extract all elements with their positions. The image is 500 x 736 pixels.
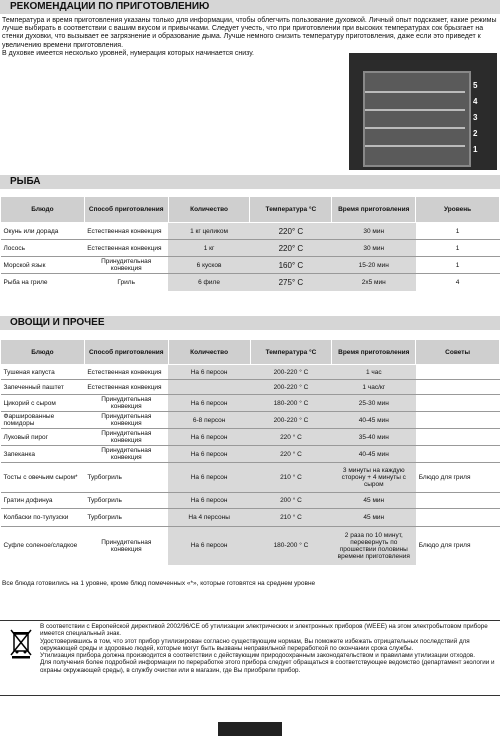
fish-table: [0, 196, 500, 291]
table-cell: Тушеная капуста: [1, 365, 85, 380]
table-row: [1, 223, 500, 240]
table-cell: Турбогриль: [84, 463, 168, 493]
table-cell: Гриль: [84, 274, 168, 291]
veg-section-title: ОВОЩИ И ПРОЧЕЕ: [10, 317, 105, 328]
table-row: [1, 380, 500, 395]
oven-cavity: [363, 71, 471, 167]
table-row: [1, 463, 500, 493]
crossed-bin-icon: [10, 629, 32, 659]
table-cell: 275° C: [250, 274, 332, 291]
table-cell: [416, 365, 500, 380]
table-cell: 200-220 ° C: [250, 365, 332, 380]
table-cell: Принудительная конвекция: [84, 257, 168, 274]
table-cell: [416, 509, 500, 527]
table-cell: Принудительная конвекция: [84, 429, 168, 446]
intro-text: [2, 17, 498, 58]
table-cell: 15-20 мин: [332, 257, 416, 274]
table-row: [1, 509, 500, 527]
oven-level-label: 2: [473, 129, 478, 138]
table-cell: Гратин дофинуа: [1, 493, 85, 509]
table-header: Время приготовления: [332, 340, 416, 365]
oven-rack: [365, 91, 465, 93]
table-header: Температура °С: [250, 340, 332, 365]
weee-line: Для получения более подробной информации по переработке этого прибора следует обращаться в соответствующее ведомство (департамент экологии и охраны окружающей среды), в службу очистки или в магазин, где Вы приобрели прибор.: [40, 659, 495, 674]
table-cell: Рыба на гриле: [1, 274, 85, 291]
table-cell: На 4 персоны: [168, 509, 250, 527]
oven-level-label: 1: [473, 145, 478, 154]
table-cell: Цикорий с сыром: [1, 395, 85, 412]
table-header: Уровень: [416, 197, 500, 223]
table-header: Способ приготовления: [84, 340, 168, 365]
table-cell: Естественная конвекция: [84, 380, 168, 395]
table-row: [1, 446, 500, 463]
table-cell: Блюдо для гриля: [416, 463, 500, 493]
table-cell: На 6 персон: [168, 429, 250, 446]
table-cell: Окунь или дорада: [1, 223, 85, 240]
table-cell: 1 кг: [168, 240, 250, 257]
table-cell: На 6 персон: [168, 446, 250, 463]
table-cell: Фаршированные помидоры: [1, 412, 85, 429]
table-cell: 30 мин: [332, 223, 416, 240]
table-cell: На 6 персон: [168, 463, 250, 493]
table-cell: 180-200 ° C: [250, 527, 332, 565]
veg-table: [0, 339, 500, 565]
table-cell: 210 ° C: [250, 509, 332, 527]
table-row: [1, 395, 500, 412]
table-cell: Естественная конвекция: [84, 240, 168, 257]
table-cell: Принудительная конвекция: [84, 527, 168, 565]
table-cell: Запеканка: [1, 446, 85, 463]
oven-rack: [365, 109, 465, 111]
table-cell: 1: [416, 257, 500, 274]
oven-level-label: 4: [473, 97, 478, 106]
table-cell: 220 ° C: [250, 446, 332, 463]
table-header: Блюдо: [1, 197, 85, 223]
table-cell: 35-40 мин: [332, 429, 416, 446]
table-row: [1, 365, 500, 380]
oven-rack: [365, 127, 465, 129]
table-header: Советы: [416, 340, 500, 365]
table-cell: Естественная конвекция: [84, 223, 168, 240]
veg-section-title-bar: [0, 316, 500, 330]
table-cell: Принудительная конвекция: [84, 412, 168, 429]
table-cell: Блюдо для гриля: [416, 527, 500, 565]
table-cell: [416, 446, 500, 463]
table-cell: 25-30 мин: [332, 395, 416, 412]
table-header: Способ приготовления: [84, 197, 168, 223]
table-header: Время приготовления: [332, 197, 416, 223]
table-cell: На 6 персон: [168, 395, 250, 412]
table-cell: 2 раза по 10 минут, перевернуть по прошествии половины времени приготовления: [332, 527, 416, 565]
table-header: Количество: [168, 197, 250, 223]
table-cell: Турбогриль: [84, 509, 168, 527]
table-cell: 40-45 мин: [332, 446, 416, 463]
table-cell: Принудительная конвекция: [84, 446, 168, 463]
weee-line: Утилизация прибора должна производится в соответствии с действующим природоохранным законодательством и правилами утилизации отходов.: [40, 652, 476, 660]
page-tab: [218, 722, 282, 736]
table-cell: Морской язык: [1, 257, 85, 274]
fish-section-title: РЫБА: [10, 176, 41, 187]
page-title: РЕКОМЕНДАЦИИ ПО ПРИГОТОВЛЕНИЮ: [10, 1, 210, 12]
weee-text: [40, 623, 498, 674]
oven-photo: [349, 53, 497, 170]
table-header: Количество: [168, 340, 250, 365]
oven-level-label: 3: [473, 113, 478, 122]
table-cell: 200-220 ° C: [250, 412, 332, 429]
page-title-bar: [0, 0, 500, 14]
table-cell: 45 мин: [332, 509, 416, 527]
table-cell: 6 филе: [168, 274, 250, 291]
table-cell: 220 ° C: [250, 429, 332, 446]
table-cell: 1: [416, 240, 500, 257]
table-cell: Лосось: [1, 240, 85, 257]
table-cell: 220° C: [250, 223, 332, 240]
table-header: Температура °С: [250, 197, 332, 223]
table-cell: 210 ° C: [250, 463, 332, 493]
table-cell: [416, 380, 500, 395]
fish-section-title-bar: [0, 175, 500, 189]
table-cell: 1: [416, 223, 500, 240]
table-cell: 6-8 персон: [168, 412, 250, 429]
table-cell: 1 час/кг: [332, 380, 416, 395]
intro-paragraph-1: Температура и время приготовления указаны только для информации, чтобы облегчить пользование духовкой. Личный опыт подскажет, какие режимы лучше выбирать в соответствии с вашим вкусом и привычками. Следует учесть, что при приготовлении при высоких температурах сок брызгает на стенки духовки, что вызывает ее загрязнение и образование дыма. Лучше немного снизить температуру приготовления, даже если это приведет к увеличению времени приготовления.: [2, 17, 497, 49]
table-cell: Естественная конвекция: [84, 365, 168, 380]
table-cell: 200-220 ° C: [250, 380, 332, 395]
table-cell: 2x5 мин: [332, 274, 416, 291]
table-cell: 200 ° C: [250, 493, 332, 509]
table-cell: 45 мин: [332, 493, 416, 509]
table-row: [1, 240, 500, 257]
table-cell: Колбаски по-тулузски: [1, 509, 85, 527]
weee-line: В соответствии с Европейской директивой 2002/96/CE об утилизации электрических и электронных приборов (WEEE) на этом электробытовом приборе имеется специальный знак.: [40, 623, 488, 638]
weee-line: Удостоверившись в том, что этот прибор утилизирован согласно существующим нормам, Вы поможете избежать отрицательных последствий для окружающей среды и здоровью людей, которые могут быть вызваны неправильной переработкой по окончании срока службы.: [40, 637, 470, 652]
table-cell: [416, 412, 500, 429]
table-row: [1, 493, 500, 509]
intro-paragraph-2: В духовке имеется несколько уровней, нумерация которых начинается снизу.: [2, 49, 254, 57]
table-cell: 160° C: [250, 257, 332, 274]
table-row: [1, 412, 500, 429]
table-cell: 1 кг целиком: [168, 223, 250, 240]
table-cell: 30 мин: [332, 240, 416, 257]
table-row: [1, 429, 500, 446]
table-cell: [416, 493, 500, 509]
footnote: Все блюда готовились на 1 уровне, кроме блюд помеченных «*», которые готовятся на среднем уровне: [2, 580, 316, 587]
table-cell: Луковый пирог: [1, 429, 85, 446]
table-cell: [416, 395, 500, 412]
table-header: Блюдо: [1, 340, 85, 365]
table-cell: 180-200 ° C: [250, 395, 332, 412]
table-cell: Суфле соленое/сладкое: [1, 527, 85, 565]
table-cell: [168, 380, 250, 395]
table-cell: Запеченный паштет: [1, 380, 85, 395]
table-cell: 3 минуты на каждую сторону + 4 минуты с сыром: [332, 463, 416, 493]
table-cell: 6 кусков: [168, 257, 250, 274]
table-cell: [416, 429, 500, 446]
table-row: [1, 274, 500, 291]
table-cell: 4: [416, 274, 500, 291]
table-row: [1, 527, 500, 565]
table-cell: Принудительная конвекция: [84, 395, 168, 412]
table-cell: 40-45 мин: [332, 412, 416, 429]
table-cell: На 6 персон: [168, 527, 250, 565]
table-cell: Тосты с овечьим сыром*: [1, 463, 85, 493]
table-cell: На 6 персон: [168, 365, 250, 380]
table-cell: На 6 персон: [168, 493, 250, 509]
oven-level-label: 5: [473, 81, 478, 90]
table-row: [1, 257, 500, 274]
oven-rack: [365, 145, 465, 147]
table-cell: 1 час: [332, 365, 416, 380]
table-cell: 220° C: [250, 240, 332, 257]
table-cell: Турбогриль: [84, 493, 168, 509]
weee-notice: [0, 620, 500, 696]
